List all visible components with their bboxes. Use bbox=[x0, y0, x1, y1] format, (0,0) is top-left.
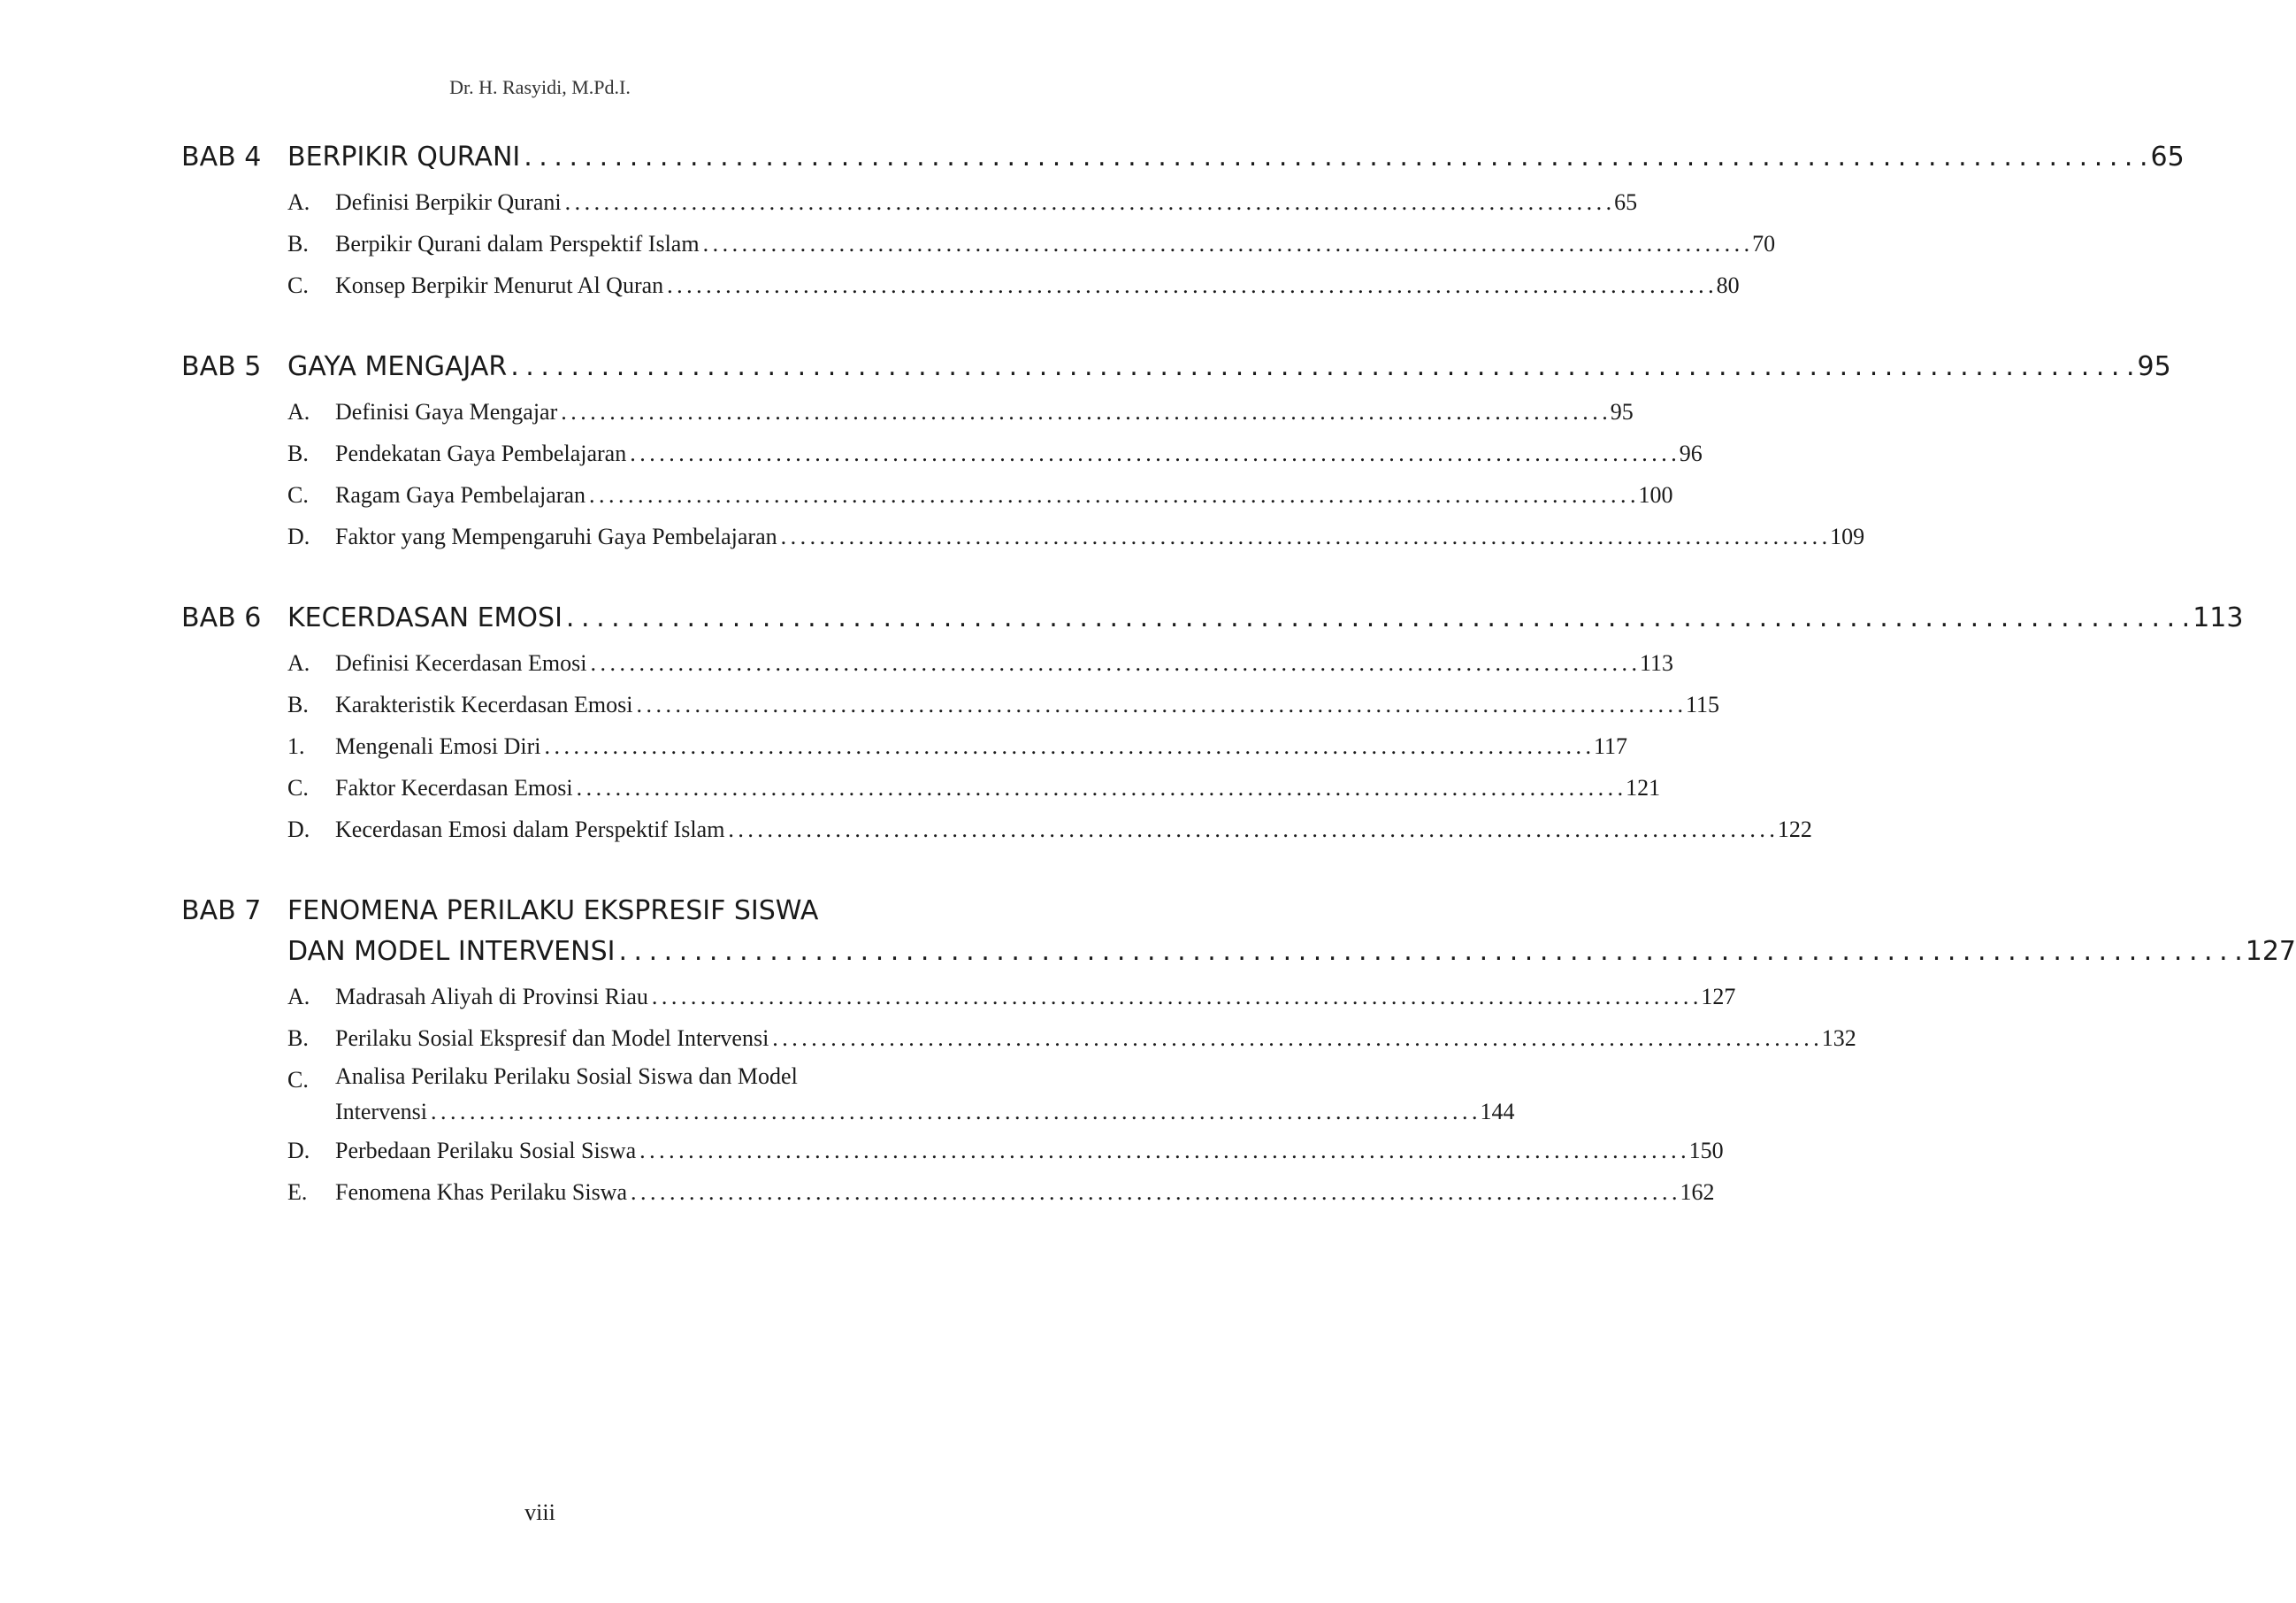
entry-page: 122 bbox=[1777, 817, 1812, 842]
entry-label: 1. bbox=[287, 733, 305, 759]
entry-title: Perbedaan Perilaku Sosial Siswa bbox=[335, 1138, 637, 1163]
entry-title: Definisi Kecerdasan Emosi bbox=[335, 650, 587, 676]
chapter-bab-6 bbox=[181, 598, 2244, 850]
toc-entry[interactable] bbox=[181, 725, 1628, 767]
entry-label: C. bbox=[287, 1067, 309, 1093]
chapter-title: BERPIKIR QURANI bbox=[287, 142, 521, 173]
dot-leader bbox=[728, 809, 1774, 850]
table-of-contents bbox=[181, 137, 2296, 1254]
dot-leader bbox=[639, 1130, 1686, 1171]
entry-title: Intervensi bbox=[335, 1099, 427, 1124]
dot-leader bbox=[577, 767, 1623, 809]
entry-label: B. bbox=[287, 1025, 309, 1051]
entry-page: 127 bbox=[1701, 984, 1736, 1009]
entry-page: 132 bbox=[1821, 1025, 1856, 1051]
toc-entry[interactable] bbox=[181, 1017, 1856, 1059]
toc-entry[interactable] bbox=[181, 642, 1674, 684]
entry-label: A. bbox=[287, 650, 310, 676]
chapter-number: BAB 6 bbox=[181, 602, 262, 633]
toc-entry[interactable] bbox=[181, 516, 1865, 557]
toc-entry[interactable] bbox=[181, 976, 1736, 1017]
chapter-title-line[interactable] bbox=[287, 347, 2171, 387]
chapter-page: 113 bbox=[2193, 602, 2244, 633]
page-number: viii bbox=[524, 1499, 555, 1525]
entry-label: A. bbox=[287, 984, 310, 1009]
entry-label: D. bbox=[287, 817, 310, 842]
dot-leader bbox=[781, 516, 1827, 557]
running-head: Dr. H. Rasyidi, M.Pd.I. bbox=[449, 76, 631, 98]
entry-title: Pendekatan Gaya Pembelajaran bbox=[335, 441, 627, 466]
toc-entry[interactable] bbox=[181, 433, 1703, 474]
entry-title: Berpikir Qurani dalam Perspektif Islam bbox=[335, 231, 700, 257]
chapter-title: KECERDASAN EMOSI bbox=[287, 602, 563, 633]
dot-leader bbox=[618, 932, 2241, 972]
entry-title: Perilaku Sosial Ekspresif dan Model Intervensi bbox=[335, 1025, 769, 1051]
chapter-number: BAB 7 bbox=[181, 895, 262, 926]
dot-leader bbox=[590, 642, 1636, 684]
entry-label: D. bbox=[287, 524, 310, 549]
toc-entry[interactable] bbox=[181, 391, 1634, 433]
entry-title: Definisi Berpikir Qurani bbox=[335, 189, 562, 215]
dot-leader bbox=[566, 598, 2189, 639]
entry-page: 100 bbox=[1638, 482, 1673, 508]
toc-entry[interactable] bbox=[181, 474, 1673, 516]
toc-entry[interactable] bbox=[181, 809, 1812, 850]
entry-title: Fenomena Khas Perilaku Siswa bbox=[335, 1179, 628, 1205]
entry-title: Ragam Gaya Pembelajaran bbox=[335, 482, 585, 508]
entry-page: 95 bbox=[1610, 399, 1634, 425]
entry-page: 144 bbox=[1480, 1099, 1515, 1124]
dot-leader bbox=[652, 976, 1698, 1017]
dot-leader bbox=[703, 223, 1749, 265]
chapter-bab-4 bbox=[181, 137, 2185, 306]
entry-title: Definisi Gaya Mengajar bbox=[335, 399, 558, 425]
dot-leader bbox=[589, 474, 1635, 516]
entry-page: 80 bbox=[1716, 272, 1740, 298]
dot-leader bbox=[636, 684, 1682, 725]
entry-label: A. bbox=[287, 399, 310, 425]
entry-page: 117 bbox=[1594, 733, 1628, 759]
toc-entry[interactable] bbox=[181, 1171, 1715, 1213]
entry-page: 150 bbox=[1688, 1138, 1724, 1163]
entry-label: B. bbox=[287, 692, 309, 717]
dot-leader bbox=[772, 1017, 1818, 1059]
toc-entry[interactable] bbox=[181, 1059, 1515, 1130]
dot-leader bbox=[524, 137, 2147, 178]
dot-leader bbox=[510, 347, 2133, 387]
entry-label: B. bbox=[287, 231, 309, 257]
entry-title: Karakteristik Kecerdasan Emosi bbox=[335, 692, 633, 717]
entry-label: A. bbox=[287, 189, 310, 215]
toc-entry[interactable] bbox=[181, 223, 1776, 265]
chapter-bab-5 bbox=[181, 347, 2171, 557]
toc-entry[interactable] bbox=[181, 265, 1740, 306]
dot-leader bbox=[545, 725, 1591, 767]
dot-leader bbox=[631, 1171, 1677, 1213]
chapter-title-line-1: FENOMENA PERILAKU EKSPRESIF SISWA bbox=[287, 895, 819, 926]
chapter-number: BAB 5 bbox=[181, 351, 262, 382]
entry-title: Faktor Kecerdasan Emosi bbox=[335, 775, 573, 801]
chapter-title: GAYA MENGAJAR bbox=[287, 351, 508, 382]
entry-title: Kecerdasan Emosi dalam Perspektif Islam bbox=[335, 817, 725, 842]
dot-leader bbox=[431, 1094, 1477, 1130]
entry-label: C. bbox=[287, 775, 309, 801]
chapter-title-block[interactable] bbox=[287, 891, 2296, 972]
dot-leader bbox=[561, 391, 1607, 433]
entry-title: Faktor yang Mempengaruhi Gaya Pembelajaran bbox=[335, 524, 777, 549]
entry-title: Mengenali Emosi Diri bbox=[335, 733, 541, 759]
entry-label: C. bbox=[287, 482, 309, 508]
dot-leader bbox=[630, 433, 1676, 474]
entry-page: 65 bbox=[1614, 189, 1638, 215]
toc-entry[interactable] bbox=[181, 684, 1719, 725]
entry-page: 115 bbox=[1685, 692, 1719, 717]
entry-page: 109 bbox=[1830, 524, 1865, 549]
chapter-title-line[interactable] bbox=[287, 137, 2185, 178]
entry-page: 113 bbox=[1639, 650, 1674, 676]
chapter-page: 65 bbox=[2150, 142, 2185, 173]
entry-page: 121 bbox=[1626, 775, 1661, 801]
entry-label: D. bbox=[287, 1138, 310, 1163]
dot-leader bbox=[667, 265, 1713, 306]
chapter-title-line[interactable] bbox=[287, 598, 2243, 639]
entry-title: Madrasah Aliyah di Provinsi Riau bbox=[335, 984, 648, 1009]
entry-page: 96 bbox=[1679, 441, 1703, 466]
chapter-page: 127 bbox=[2245, 936, 2296, 967]
entry-page: 70 bbox=[1752, 231, 1776, 257]
chapter-number: BAB 4 bbox=[181, 142, 262, 173]
dot-leader bbox=[565, 181, 1611, 223]
chapter-title: DAN MODEL INTERVENSI bbox=[287, 936, 616, 967]
entry-title: Konsep Berpikir Menurut Al Quran bbox=[335, 272, 664, 298]
toc-entry[interactable] bbox=[181, 767, 1661, 809]
toc-entry[interactable] bbox=[181, 1130, 1724, 1171]
entry-title-line-1: Analisa Perilaku Perilaku Sosial Siswa dan Model bbox=[335, 1063, 798, 1089]
entry-label: C. bbox=[287, 272, 309, 298]
toc-entry[interactable] bbox=[181, 181, 1638, 223]
entry-page: 162 bbox=[1680, 1179, 1715, 1205]
chapter-page: 95 bbox=[2137, 351, 2171, 382]
chapter-bab-7 bbox=[181, 891, 2296, 1213]
entry-label: E. bbox=[287, 1179, 308, 1205]
entry-label: B. bbox=[287, 441, 309, 466]
